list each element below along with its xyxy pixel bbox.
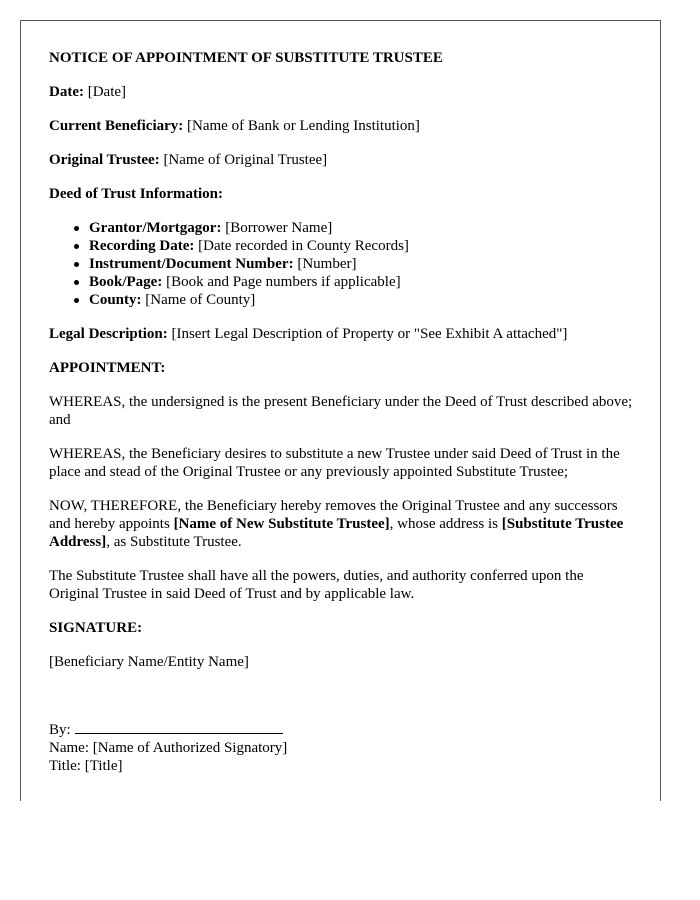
original-trustee-label: Original Trustee: <box>49 152 160 168</box>
substitute-trustee-address: [Substitute Trustee Address] <box>49 516 624 550</box>
signature-line <box>75 721 283 734</box>
document-page <box>20 20 661 801</box>
date-label: Date: <box>49 84 84 100</box>
signature-heading: SIGNATURE: <box>49 620 143 636</box>
new-trustee-name: [Name of New Substitute Trustee] <box>173 516 390 532</box>
recording-date-label: Recording Date: <box>89 238 195 254</box>
now-therefore-text-3: , as Substitute Trustee. <box>106 534 242 550</box>
deed-of-trust-list <box>49 219 660 309</box>
legal-description-label: Legal Description: <box>49 326 168 342</box>
instrument-number-value: [Number] <box>297 256 357 272</box>
list-item-recording-date <box>89 237 660 255</box>
bullet-icon <box>74 244 79 249</box>
whereas-paragraph-2: WHEREAS, the Beneficiary desires to substitute a new Trustee under said Deed of Trust in the place and stead of the Original Trustee or any previously appointed Substitute Trustee; <box>49 446 620 480</box>
powers-paragraph: The Substitute Trustee shall have all the powers, duties, and authority conferred upon the Original Trustee in said Deed of Trust and by applicable law. <box>49 568 584 602</box>
original-trustee-value: [Name of Original Trustee] <box>163 152 328 168</box>
county-value: [Name of County] <box>145 292 256 308</box>
grantor-value: [Borrower Name] <box>225 220 333 236</box>
now-therefore-text-1: NOW, THEREFORE, the Beneficiary hereby removes the Original Trustee and any successors and hereby appoints <box>49 498 618 532</box>
whereas-paragraph-1: WHEREAS, the undersigned is the present Beneficiary under the Deed of Trust described above; and <box>49 394 633 428</box>
grantor-label: Grantor/Mortgagor: <box>89 220 222 236</box>
bullet-icon <box>74 226 79 231</box>
appointment-heading: APPOINTMENT: <box>49 360 166 376</box>
list-item-instrument-number <box>89 255 660 273</box>
signature-line-row <box>49 721 660 739</box>
date-value: [Date] <box>87 84 127 100</box>
signature-space <box>49 687 660 721</box>
deed-of-trust-heading: Deed of Trust Information: <box>49 186 224 202</box>
now-therefore-text-2: , whose address is <box>389 516 502 532</box>
beneficiary-name-line: [Beneficiary Name/Entity Name] <box>49 654 249 670</box>
current-beneficiary-label: Current Beneficiary: <box>49 118 184 134</box>
signatory-name-line: Name: [Name of Authorized Signatory] <box>49 740 288 756</box>
list-item-county <box>89 291 660 309</box>
book-page-label: Book/Page: <box>89 274 163 290</box>
legal-description-value: [Insert Legal Description of Property or "See Exhibit A attached"] <box>171 326 568 342</box>
bullet-icon <box>74 262 79 267</box>
instrument-number-label: Instrument/Document Number: <box>89 256 294 272</box>
current-beneficiary-value: [Name of Bank or Lending Institution] <box>187 118 420 134</box>
now-therefore-paragraph <box>49 497 660 551</box>
recording-date-value: [Date recorded in County Records] <box>198 238 409 254</box>
signatory-title-line: Title: [Title] <box>49 758 123 774</box>
list-item-book-page <box>89 273 660 291</box>
by-label: By: <box>49 722 71 738</box>
list-item-grantor <box>89 219 660 237</box>
document-title: NOTICE OF APPOINTMENT OF SUBSTITUTE TRUSTEE <box>49 50 443 66</box>
county-label: County: <box>89 292 142 308</box>
date-field <box>49 83 660 101</box>
current-beneficiary-field <box>49 117 660 135</box>
original-trustee-field <box>49 151 660 169</box>
bullet-icon <box>74 298 79 303</box>
bullet-icon <box>74 280 79 285</box>
legal-description-field <box>49 325 660 343</box>
book-page-value: [Book and Page numbers if applicable] <box>166 274 401 290</box>
